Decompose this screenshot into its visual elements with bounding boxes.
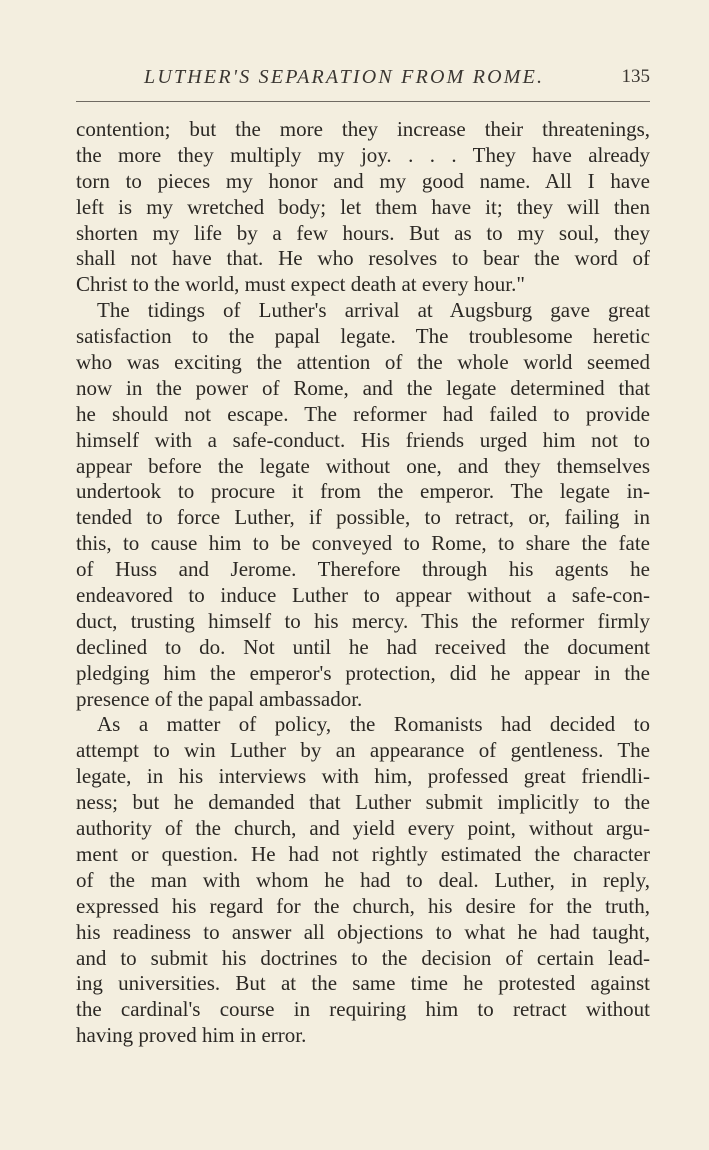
page-number: 135 — [621, 66, 650, 87]
text-line: left is my wretched body; let them have it; they will then — [76, 194, 650, 219]
text-line: shall not have that. He who resolves to bear the word of — [76, 246, 650, 271]
text-line: of Huss and Jerome. Therefore through his agents he — [76, 557, 650, 582]
text-line: endeavored to induce Luther to appear without a safe-con- — [76, 583, 650, 608]
text-line: contention; but the more they increase their threatenings, — [76, 117, 650, 141]
text-line: ness; but he demanded that Luther submit implicitly to the — [76, 790, 650, 815]
text-line: attempt to win Luther by an appearance of gentleness. The — [76, 738, 650, 763]
text-line: authority of the church, and yield every point, without argu- — [76, 816, 650, 841]
text-line: of the man with whom he had to deal. Luther, in reply, — [76, 867, 650, 892]
text-line: The tidings of Luther's arrival at Augsburg gave great — [76, 298, 650, 323]
text-line: declined to do. Not until he had received the document — [76, 634, 650, 659]
text-line: satisfaction to the papal legate. The troublesome heretic — [76, 324, 650, 349]
text-line: now in the power of Rome, and the legate determined that — [76, 375, 650, 400]
body-text — [76, 117, 650, 1049]
text-line: duct, trusting himself to his mercy. This the reformer firmly — [76, 608, 650, 633]
text-line: this, to cause him to be conveyed to Rome, to share the fate — [76, 531, 650, 556]
text-line: having proved him in error. — [76, 1023, 307, 1048]
text-line: undertook to procure it from the emperor. The legate in- — [76, 479, 650, 504]
text-line: tended to force Luther, if possible, to retract, or, failing in — [76, 505, 650, 530]
text-line: who was exciting the attention of the whole world seemed — [76, 350, 650, 375]
text-line: torn to pieces my honor and my good name. All I have — [76, 168, 650, 193]
running-head — [76, 66, 650, 96]
text-line: his readiness to answer all objections to what he had taught, — [76, 919, 650, 944]
text-line: As a matter of policy, the Romanists had decided to — [76, 712, 650, 737]
text-line: expressed his regard for the church, his desire for the truth, — [76, 893, 650, 918]
header-rule — [76, 101, 650, 102]
text-line: legate, in his interviews with him, professed great friendli- — [76, 764, 650, 789]
text-line: appear before the legate without one, and they themselves — [76, 453, 650, 478]
text-line: he should not escape. The reformer had failed to provide — [76, 401, 650, 426]
text-line: presence of the papal ambassador. — [76, 686, 363, 711]
text-line: and to submit his doctrines to the decision of certain lead- — [76, 945, 650, 970]
text-line: shorten my life by a few hours. But as to my soul, they — [76, 220, 650, 245]
text-line: the more they multiply my joy. . . . They have already — [76, 142, 650, 167]
text-line: ment or question. He had not rightly estimated the character — [76, 841, 650, 866]
text-line: the cardinal's course in requiring him to retract without — [76, 997, 650, 1022]
text-line: himself with a safe-conduct. His friends urged him not to — [76, 427, 650, 452]
text-line: pledging him the emperor's protection, did he appear in the — [76, 660, 650, 685]
text-line: ing universities. But at the same time he protested against — [76, 971, 650, 996]
running-title: LUTHER'S SEPARATION FROM ROME. — [144, 66, 545, 88]
text-line: Christ to the world, must expect death at every hour." — [76, 272, 525, 297]
